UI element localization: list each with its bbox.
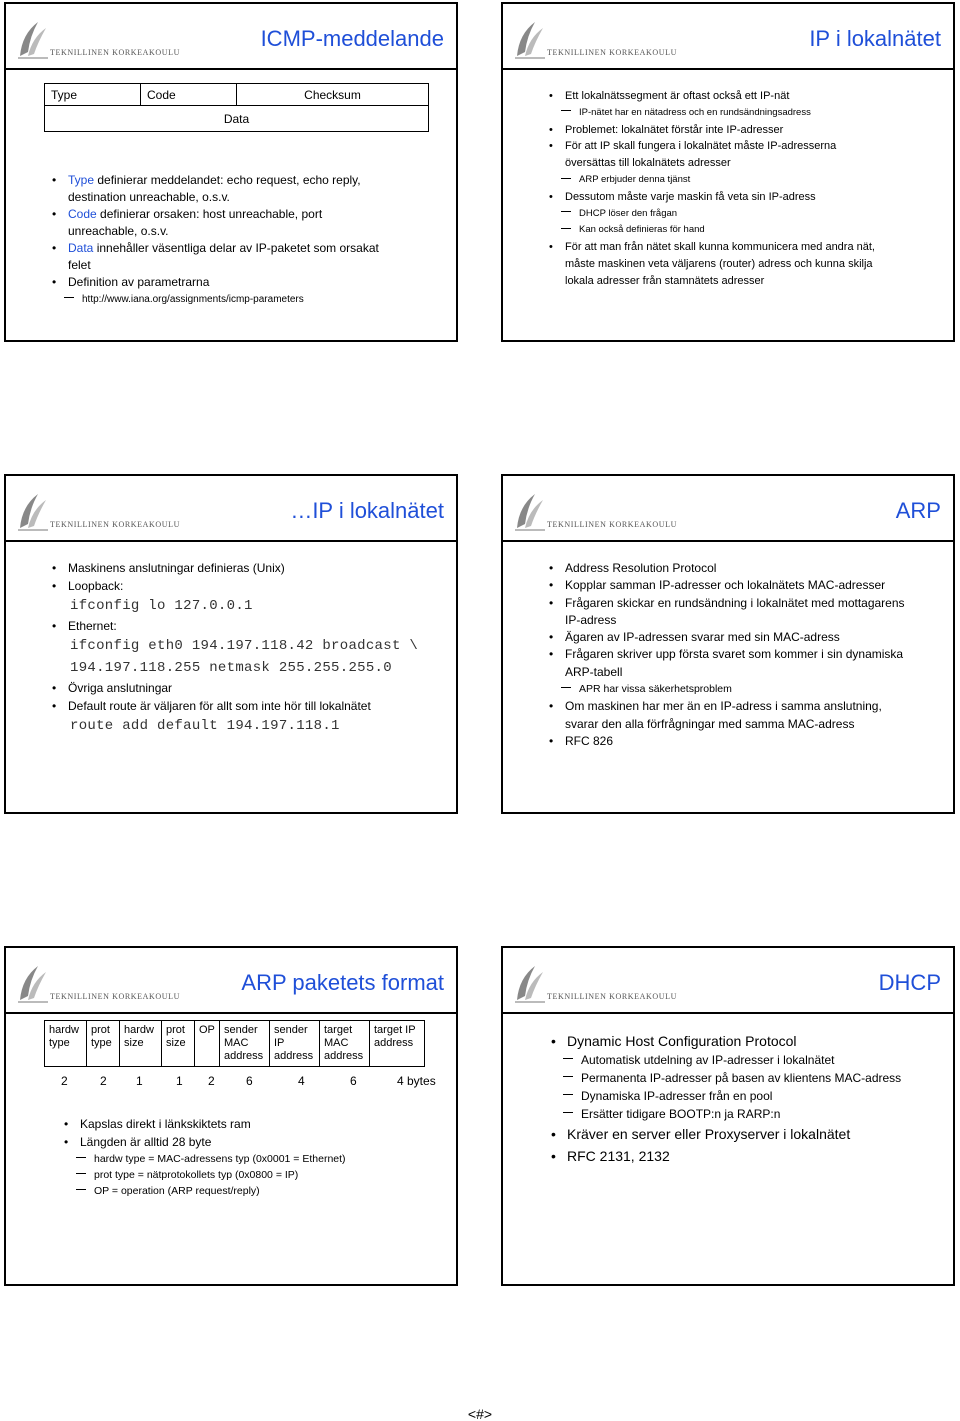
slide-title: …IP i lokalnätet <box>290 498 444 523</box>
link-item[interactable]: http://www.iana.org/assignments/icmp-parameters <box>46 291 379 308</box>
icmp-header-table <box>44 83 429 132</box>
list-item: • Ett lokalnätssegment är oftast också ett IP-nät <box>543 88 875 105</box>
sub-item: Kan också definieras för hand <box>543 222 875 239</box>
icmp-type-cell: Type <box>45 84 141 106</box>
list-item: • För att man från nätet skall kunna kommunicera med andra nät, <box>543 239 875 256</box>
divider <box>503 68 953 70</box>
list-item: • Kopplar samman IP-adresser och lokalnätets MAC-adresser <box>543 577 905 594</box>
list-item: • För att IP skall fungera i lokalnätet måste IP-adresserna <box>543 138 875 155</box>
divider <box>6 1012 456 1014</box>
size-value: 1 <box>176 1074 183 1088</box>
sub-item: Dynamiska IP-adresser från en pool <box>545 1087 901 1105</box>
list-item: • RFC 826 <box>543 733 905 750</box>
logo-text: TEKNILLINEN KORKEAKOULU <box>547 992 677 1001</box>
size-value: 2 <box>208 1074 215 1088</box>
slide-title: IP i lokalnätet <box>809 26 941 51</box>
icmp-checksum-cell: Checksum <box>237 84 429 106</box>
list-item: • Ethernet: <box>46 617 418 635</box>
list-item: • Övriga anslutningar <box>46 679 418 697</box>
list-item-cont: unreachable, o.s.v. <box>68 224 169 238</box>
list-item: • Kapslas direkt i länkskiktets ram <box>58 1115 346 1133</box>
size-value: 1 <box>136 1074 143 1088</box>
list-item: • Code definierar orsaken: host unreachable, port <box>46 206 379 223</box>
list-item: • Dynamic Host Configuration Protocol <box>545 1031 901 1051</box>
field-sender-ip: sender IP address <box>270 1021 320 1067</box>
sub-item: Automatisk utdelning av IP-adresser i lokalnätet <box>545 1051 901 1069</box>
arp-bullet-list <box>543 560 905 750</box>
sub-item: APR har vissa säkerhetsproblem <box>543 681 905 698</box>
list-item: • Loopback: <box>46 577 418 595</box>
slide-title: ARP <box>895 498 941 523</box>
logo <box>16 488 180 532</box>
field-sender-mac: sender MAC address <box>220 1021 270 1067</box>
list-item: • Ägaren av IP-adressen svarar med sin MAC-adress <box>543 629 905 646</box>
list-item: • Address Resolution Protocol <box>543 560 905 577</box>
list-item-cont: lokala adresser från stamnätets adresser <box>565 274 765 287</box>
keyword: Type <box>68 173 95 187</box>
logo-text: TEKNILLINEN KORKEAKOULU <box>547 48 677 57</box>
sub-item: prot type = nätprotokollets typ (0x0800 = IP) <box>58 1167 346 1183</box>
logo-flame-icon <box>513 960 547 1004</box>
code-line: route add default 194.197.118.1 <box>70 718 340 734</box>
list-item: • Definition av parametrarna <box>46 274 379 291</box>
size-value: 4 <box>298 1074 305 1088</box>
list-item-cont: översättas till lokalnätets adresser <box>565 157 731 170</box>
list-item-cont: IP-adress <box>565 612 617 627</box>
field-hardw-type: hardw type <box>45 1021 87 1067</box>
icmp-data-cell: Data <box>45 106 429 132</box>
page-number: <#> <box>467 1406 493 1421</box>
field-prot-size: prot size <box>162 1021 195 1067</box>
code-line: ifconfig lo 127.0.0.1 <box>70 598 253 614</box>
logo-flame-icon <box>16 960 50 1004</box>
divider <box>503 1012 953 1014</box>
list-item-cont: svarar den alla förfrågningar med samma MAC-adress <box>565 716 855 731</box>
sub-item: DHCP löser den frågan <box>543 206 875 223</box>
sub-item: Ersätter tidigare BOOTP:n ja RARP:n <box>545 1105 901 1123</box>
logo <box>16 960 180 1004</box>
field-hardw-size: hardw size <box>120 1021 162 1067</box>
dhcp-bullet-list <box>545 1031 901 1167</box>
logo <box>513 960 677 1004</box>
list-item-cont: felet <box>68 258 91 272</box>
size-value: 6 <box>350 1074 357 1088</box>
field-target-ip: target IP address <box>370 1021 425 1067</box>
logo-text: TEKNILLINEN KORKEAKOULU <box>547 520 677 529</box>
slide-title: DHCP <box>878 970 941 995</box>
list-item: • Dessutom måste varje maskin få veta sin IP-adress <box>543 189 875 206</box>
divider <box>503 540 953 542</box>
divider <box>6 68 456 70</box>
keyword: Data <box>68 241 94 255</box>
logo-flame-icon <box>513 488 547 532</box>
field-op: OP <box>195 1021 220 1067</box>
logo-text: TEKNILLINEN KORKEAKOULU <box>50 520 180 529</box>
divider <box>6 540 456 542</box>
sub-item: hardw type = MAC-adressens typ (0x0001 = Ethernet) <box>58 1151 346 1167</box>
list-item: • Frågaren skickar en rundsändning i lokalnätet med mottagarens <box>543 595 905 612</box>
logo <box>513 488 677 532</box>
list-item: • Längden är alltid 28 byte <box>58 1133 346 1151</box>
list-item: • Kräver en server eller Proxyserver i lokalnätet <box>545 1123 901 1145</box>
field-prot-type: prot type <box>87 1021 120 1067</box>
arp-format-bullets <box>58 1115 346 1199</box>
keyword: Code <box>68 207 97 221</box>
sub-item: Permanenta IP-adresser på basen av klientens MAC-adress <box>545 1069 901 1087</box>
field-target-mac: target MAC address <box>320 1021 370 1067</box>
list-item: • Problemet: lokalnätet förstår inte IP-adresser <box>543 122 875 139</box>
list-item-cont: ARP-tabell <box>565 664 623 679</box>
logo <box>513 16 677 60</box>
sub-item: IP-nätet har en nätadress och en rundsändningsadress <box>543 105 875 122</box>
ip-bullet-list <box>543 88 875 290</box>
icmp-code-cell: Code <box>141 84 237 106</box>
ifconfig-list <box>46 559 418 737</box>
size-value: 2 <box>61 1074 68 1088</box>
arp-format-table <box>44 1020 425 1067</box>
slide-title: ARP paketets format <box>241 970 444 995</box>
size-value: 6 <box>246 1074 253 1088</box>
logo-text: TEKNILLINEN KORKEAKOULU <box>50 48 180 57</box>
sub-item: ARP erbjuder denna tjänst <box>543 172 875 189</box>
code-line: ifconfig eth0 194.197.118.42 broadcast \ <box>70 638 419 654</box>
code-line: 194.197.118.255 netmask 255.255.255.0 <box>70 660 392 676</box>
list-item: • Default route är väljaren för allt som inte hör till lokalnätet <box>46 697 418 715</box>
sub-item: OP = operation (ARP request/reply) <box>58 1183 346 1199</box>
size-value: 4 bytes <box>397 1074 436 1088</box>
list-item: • Om maskinen har mer än en IP-adress i samma anslutning, <box>543 698 905 715</box>
size-value: 2 <box>100 1074 107 1088</box>
list-item: • Data innehåller väsentliga delar av IP-paketet som orsakat <box>46 240 379 257</box>
slide-title: ICMP-meddelande <box>260 26 444 51</box>
logo-text: TEKNILLINEN KORKEAKOULU <box>50 992 180 1001</box>
logo-flame-icon <box>16 488 50 532</box>
list-item-cont: måste maskinen veta väljarens (router) adress och kunna skilja <box>565 257 873 270</box>
logo <box>16 16 180 60</box>
list-item: • Frågaren skriver upp första svaret som kommer i sin dynamiska <box>543 646 905 663</box>
list-item: • Maskinens anslutningar definieras (Unix) <box>46 559 418 577</box>
icmp-bullet-list <box>46 172 379 308</box>
logo-flame-icon <box>513 16 547 60</box>
logo-flame-icon <box>16 16 50 60</box>
list-item: • Type definierar meddelandet: echo request, echo reply, <box>46 172 379 189</box>
list-item-cont: destination unreachable, o.s.v. <box>68 190 230 204</box>
list-item: • RFC 2131, 2132 <box>545 1145 901 1167</box>
